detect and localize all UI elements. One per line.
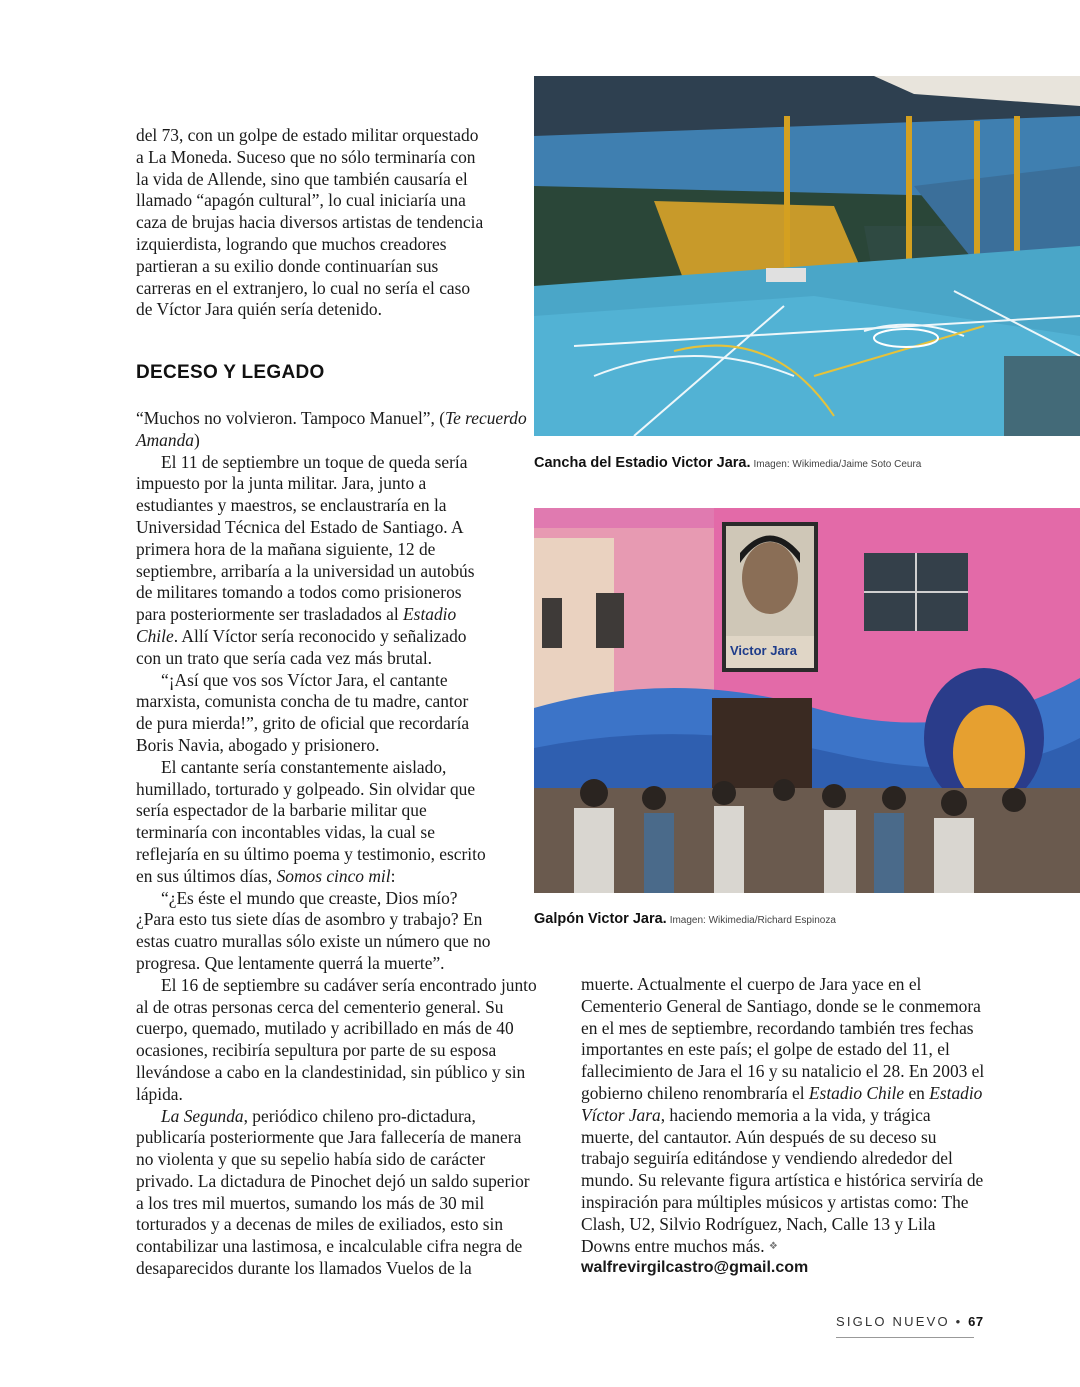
section-heading: DECESO Y LEGADO [136,362,325,383]
paragraph-curfew: El 11 de septiembre un toque de queda sería impuesto por la junta militar. Jara, junto a estudiantes y maestros, se enclaustraría en la Universidad Técnica del Estado de Santiago. A primera hora de la mañana siguiente, 12 de septiembre, arribaría a la universidad un autobús de militares tomando a todos como prisioneros para posteriormente ser trasladados al Estadio Chile. Allí Víctor sería reconocido y señalizado con un trato que sería cada vez más brutal. [136,451,475,668]
footer-separator: • [955,1314,963,1329]
magazine-name: SIGLO NUEVO [836,1314,950,1329]
left-body-column [136,408,538,1280]
galpon-mural-photo [534,508,1080,893]
quote-line: “Muchos no volvieron. Tampoco Manuel”, (Te recuerdo Amanda) [136,408,527,450]
photo2-caption: Galpón Victor Jara. Imagen: Wikimedia/Richard Espinoza [534,911,836,927]
end-mark-icon: ❖ [768,1240,778,1252]
poem-quote: “¿Es éste el mundo que creaste, Dios mío? ¿Para esto tus siete días de asombro y trabajo? En estas cuatro murallas sólo existe un número que no progresa. Que lentamente querrá la muerte”. [136,887,491,973]
paragraph-legacy: muerte. Actualmente el cuerpo de Jara yace en el Cementerio General de Santiago, donde se le conmemora en el mes de septiembre, recordando también tres fechas importantes en este país; el golpe de estado del 11, el fallecimiento de Jara el 16 y su natalicio el 28. En 2003 el gobierno chileno renombraría el Estadio Chile en Estadio Víctor Jara, haciendo memoria a la vida, y trágica muerte, del cantautor. Aún después de su deceso su trabajo seguiría editándose y vendiendo alrededor del mundo. Su relevante figura artística e histórica serviría de inspiración para múltiples músicos y artistas como: The Clash, U2, Silvio Rodríguez, Nach, Calle 13 y Lila Downs entre muchos más. ❖ [581,974,985,1256]
author-email[interactable]: walfrevirgilcastro@gmail.com [581,1259,809,1277]
page-number: 67 [968,1314,984,1329]
intro-text: del 73, con un golpe de estado militar orquestado a La Moneda. Suceso que no sólo terminaría con la vida de Allende, sino que también causaría el llamado “apagón cultural”, lo cual iniciaría una caza de brujas hacia diversos artistas de tendencia izquierdista, logrando que muchos creadores partieran a su exilio donde continuarían sus carreras en el extranjero, lo cual no sería el caso de Víctor Jara quién sería detenido. [136,125,484,320]
footer-rule [836,1337,974,1338]
photo1-caption: Cancha del Estadio Victor Jara. Imagen: Wikimedia/Jaime Soto Ceura [534,455,922,471]
paragraph-isolation: El cantante sería constantemente aislado, humillado, torturado y golpeado. Sin olvidar que sería espectador de la barbarie militar que terminaría con incontables vidas, la cual se reflejaría en su último poema y testimonio, escrito en sus últimos días, Somos cinco mil: [136,756,486,886]
stadium-court-photo [534,76,1080,436]
intro-paragraph [136,125,486,321]
paragraph-officer-quote: “¡Así que vos sos Víctor Jara, el cantante marxista, comunista concha de tu madre, cantor de pura mierda!”, grito de oficial que recordaría Boris Navia, abogado y prisionero. [136,669,470,755]
paragraph-body-found: El 16 de septiembre su cadáver sería encontrado junto al de otras personas cerca del cementerio general. Su cuerpo, quemado, mutilado y acribillado en más de 40 ocasiones, recibiría sepultura por parte de su esposa llevándose a cabo en la clandestinidad, sin público y sin lápida. [136,974,537,1104]
paragraph-la-segunda: La Segunda, periódico chileno pro-dictadura, publicaría posteriormente que Jara fallecería de manera no violenta y que su sepelio había sido de carácter privado. La dictadura de Pinochet dejó un saldo superior a los tres mil muertos, sumando los más de 30 mil torturados y a decenas de miles de exiliados, esto sin contabilizar una lastimosa, e incalculable cifra negra de desaparecidos durante los llamados Vuelos de la [136,1105,530,1279]
page-footer [836,1314,984,1329]
banner-text: Victor Jara [730,643,797,658]
right-body-column [581,974,987,1279]
